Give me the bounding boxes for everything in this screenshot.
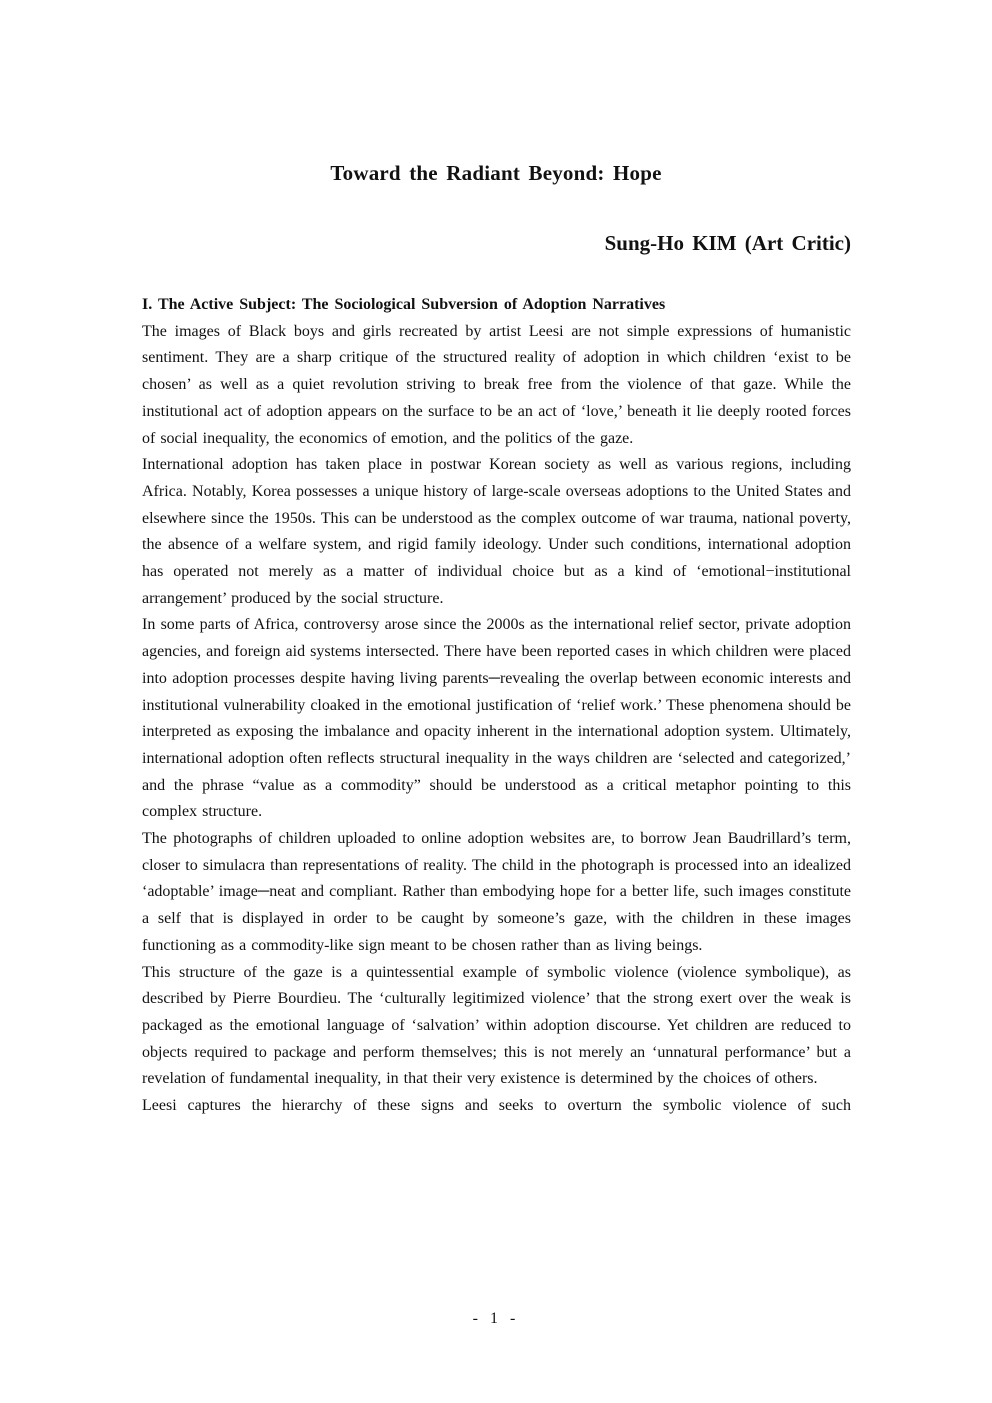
- paragraph: The photographs of children uploaded to online adoption websites are, to borrow Jean Baudrillard’s term, closer to simulacra than representations of reality. The child in the photograph is processed into an idealized ‘adoptable’ image─neat and compliant. Rather than embodying hope for a better life, such images constitute a self that is displayed in order to be caught by someone’s gaze, with the children in these images functioning as a commodity-like sign meant to be chosen rather than as living beings.: [142, 830, 851, 954]
- paragraph: International adoption has taken place in postwar Korean society as well as various regions, including Africa. Notably, Korea possesses a unique history of large-scale overseas adoptions to the United States and elsewhere since the 1950s. This can be understood as the complex outcome of war trauma, national poverty, the absence of a welfare system, and rigid family ideology. Under such conditions, international adoption has operated not merely as a matter of individual choice but as a kind of ‘emotional−institutional arrangement’ produced by the social structure.: [142, 456, 851, 607]
- document-title: Toward the Radiant Beyond: Hope: [330, 161, 662, 185]
- paragraph: Leesi captures the hierarchy of these signs and seeks to overturn the symbolic violence of such: [142, 1097, 851, 1115]
- paragraph: The images of Black boys and girls recreated by artist Leesi are not simple expressions of humanistic sentiment. They are a sharp critique of the structured reality of adoption in which children ‘exist to be chosen’ as well as a quiet revolution striving to break free from the violence of that gaze. While the institutional act of adoption appears on the surface to be an act of ‘love,’ beneath it lie deeply rooted forces of social inequality, the economics of emotion, and the politics of the gaze.: [142, 322, 851, 447]
- section-heading: I. The Active Subject: The Sociological Subversion of Adoption Narratives: [142, 296, 666, 313]
- paragraph: This structure of the gaze is a quintessential example of symbolic violence (violence symbolique), as described by Pierre Bourdieu. The ‘culturally legitimized violence’ that the strong exert over the weak is packaged as the emotional language of ‘salvation’ within adoption discourse. Yet children are reduced to objects required to package and perform themselves; this is not merely an ‘unnatural performance’ but a revelation of fundamental inequality, in that their very existence is determined by the choices of others.: [142, 963, 851, 1088]
- document-body: [142, 292, 851, 1120]
- page-number: - 1 -: [472, 1310, 520, 1327]
- paragraph: In some parts of Africa, controversy arose since the 2000s as the international relief sector, private adoption agencies, and foreign aid systems intersected. There have been reported cases in which children were placed into adoption processes despite having living parents─revealing the overlap between economic interests and institutional vulnerability cloaked in the emotional justification of ‘relief work.’ These phenomena should be interpreted as exposing the imbalance and opacity inherent in the international adoption system. Ultimately, international adoption often reflects structural inequality in the ways children are ‘selected and categorized,’ and the phrase “value as a commodity” should be understood as a critical metaphor pointing to this complex structure.: [142, 616, 851, 821]
- author-line: Sung-Ho KIM (Art Critic): [604, 231, 851, 255]
